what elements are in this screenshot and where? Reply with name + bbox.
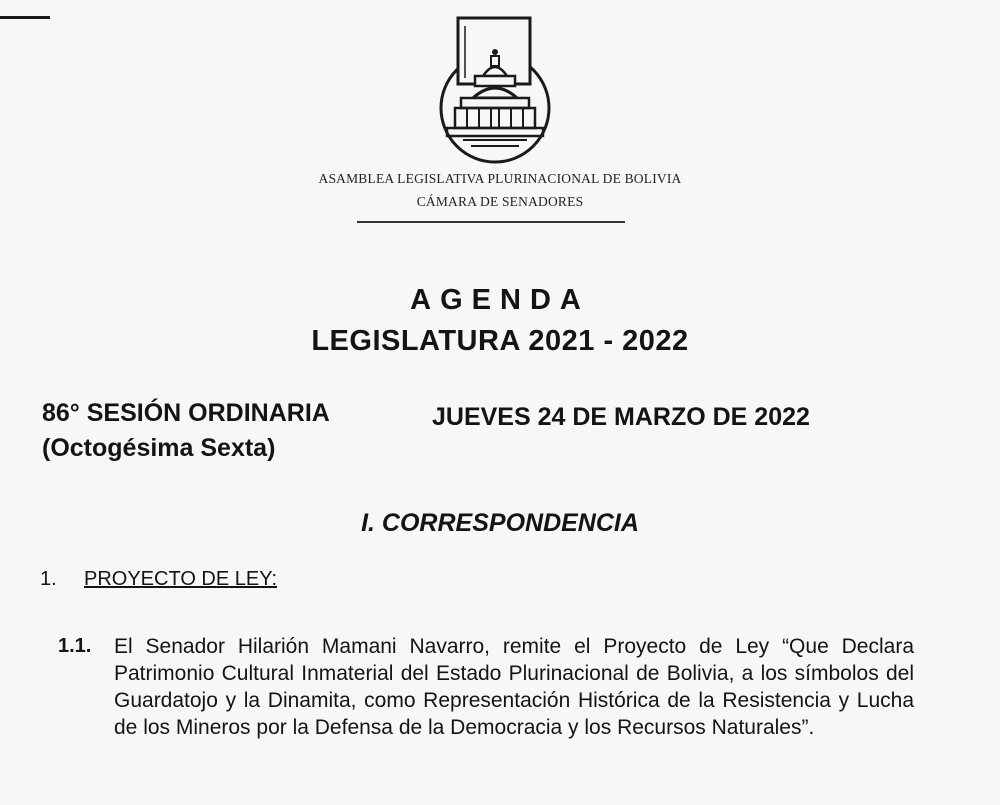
agenda-title: AGENDA xyxy=(410,284,590,316)
item-number: 1. xyxy=(40,568,57,590)
legislature-title: LEGISLATURA 2021 - 2022 xyxy=(311,325,689,357)
header-divider xyxy=(357,221,625,223)
session-ordinal: (Octogésima Sexta) xyxy=(42,434,276,462)
institution-name: ASAMBLEA LEGISLATIVA PLURINACIONAL DE BOLIVIA xyxy=(318,171,682,186)
item-title: PROYECTO DE LEY: xyxy=(84,568,278,590)
subitem-number: 1.1. xyxy=(58,635,92,657)
session-number: 86° SESIÓN ORDINARIA xyxy=(42,399,330,427)
subitem-text: El Senador Hilarión Mamani Navarro, remite el Proyecto de Ley “Que Declara Patrimonio Cultural Inmaterial del Estado Plurinacional de Bolivia, a los símbolos del Guardatojo y la Dinamita, como Representación Histórica de la Resistencia y Lucha de los Mineros por la Defensa de la Democracia y los Recursos Naturales”. xyxy=(114,635,914,739)
corner-mark xyxy=(0,16,50,19)
session-date: JUEVES 24 DE MARZO DE 2022 xyxy=(432,403,810,431)
legislative-assembly-seal-icon xyxy=(433,16,558,164)
section-title: I. CORRESPONDENCIA xyxy=(361,509,639,537)
chamber-name: CÁMARA DE SENADORES xyxy=(416,194,584,209)
